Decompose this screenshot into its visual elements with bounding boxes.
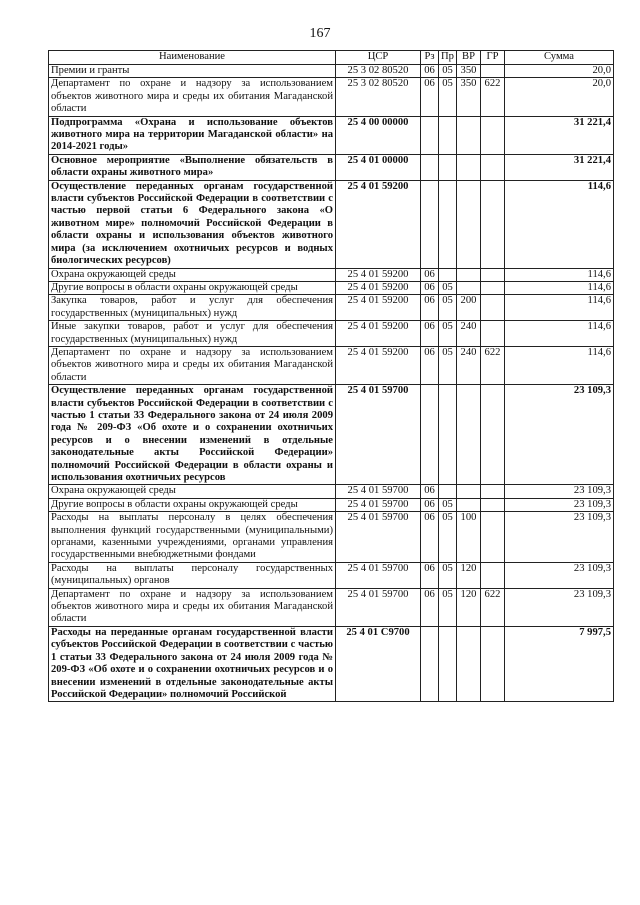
cell-rz: 06 (421, 281, 439, 294)
cell-vr (457, 116, 481, 154)
cell-name: Расходы на переданные органам государственной власти субъектов Российской Федерации в соответствии с частью 1 статьи 33 Федерального закона от 24 июля 2009 года № 209-ФЗ «Об охоте и о сохранении охотничьих ресурсов и о внесении изменений в отдельные законодательные акты Российской Федерации» полномочий Российской (49, 626, 336, 701)
header-rz: Рз (421, 51, 439, 65)
cell-rz (421, 116, 439, 154)
cell-gr (481, 321, 505, 347)
cell-sum: 31 221,4 (505, 154, 614, 180)
cell-gr (481, 385, 505, 485)
cell-name: Охрана окружающей среды (49, 268, 336, 281)
cell-vr (457, 498, 481, 511)
cell-rz (421, 385, 439, 485)
cell-sum: 20,0 (505, 65, 614, 78)
table-row (49, 281, 614, 294)
table-header-row (49, 51, 614, 65)
table-row (49, 512, 614, 563)
cell-pr (439, 116, 457, 154)
cell-pr: 05 (439, 78, 457, 116)
cell-rz: 06 (421, 321, 439, 347)
table-row (49, 295, 614, 321)
budget-table (48, 50, 614, 702)
cell-gr: 622 (481, 588, 505, 626)
cell-sum: 20,0 (505, 78, 614, 116)
table-row (49, 498, 614, 511)
cell-vr (457, 281, 481, 294)
cell-sum: 114,6 (505, 321, 614, 347)
cell-csr: 25 4 01 59200 (336, 180, 421, 268)
cell-csr: 25 4 01 59200 (336, 295, 421, 321)
cell-rz: 06 (421, 295, 439, 321)
cell-rz (421, 626, 439, 701)
cell-gr (481, 562, 505, 588)
cell-name: Расходы на выплаты персоналу государственных (муниципальных) органов (49, 562, 336, 588)
cell-vr: 350 (457, 78, 481, 116)
cell-vr: 350 (457, 65, 481, 78)
header-csr: ЦСР (336, 51, 421, 65)
cell-vr: 120 (457, 562, 481, 588)
cell-pr: 05 (439, 281, 457, 294)
cell-gr (481, 281, 505, 294)
cell-gr (481, 512, 505, 563)
cell-name: Другие вопросы в области охраны окружающей среды (49, 498, 336, 511)
cell-pr (439, 485, 457, 498)
cell-name: Расходы на выплаты персоналу в целях обеспечения выполнения функций государственными (муниципальными) органами, казенными учреждениями, органами управления государственными внебюджетными фондами (49, 512, 336, 563)
cell-name: Департамент по охране и надзору за использованием объектов животного мира и среды их обитания Магаданской области (49, 346, 336, 384)
cell-name: Охрана окружающей среды (49, 485, 336, 498)
cell-csr: 25 4 01 59200 (336, 346, 421, 384)
header-sum: Сумма (505, 51, 614, 65)
cell-rz: 06 (421, 78, 439, 116)
cell-vr (457, 385, 481, 485)
cell-gr (481, 65, 505, 78)
table-row (49, 116, 614, 154)
table-row (49, 346, 614, 384)
cell-csr: 25 4 01 59200 (336, 321, 421, 347)
cell-pr: 05 (439, 498, 457, 511)
cell-name: Подпрограмма «Охрана и использование объектов животного мира на территории Магаданской области» на 2014-2021 годы» (49, 116, 336, 154)
table-row (49, 385, 614, 485)
cell-sum: 114,6 (505, 281, 614, 294)
cell-pr: 05 (439, 321, 457, 347)
cell-csr: 25 4 01 00000 (336, 154, 421, 180)
table-row (49, 154, 614, 180)
cell-rz (421, 180, 439, 268)
cell-name: Основное мероприятие «Выполнение обязательств в области охраны животного мира» (49, 154, 336, 180)
cell-sum: 23 109,3 (505, 588, 614, 626)
cell-csr: 25 4 01 59200 (336, 268, 421, 281)
cell-pr: 05 (439, 295, 457, 321)
table-row (49, 485, 614, 498)
cell-sum: 23 109,3 (505, 562, 614, 588)
cell-gr (481, 154, 505, 180)
cell-vr (457, 485, 481, 498)
cell-gr (481, 116, 505, 154)
cell-pr (439, 268, 457, 281)
cell-gr (481, 295, 505, 321)
cell-pr: 05 (439, 512, 457, 563)
cell-csr: 25 4 01 59700 (336, 588, 421, 626)
cell-vr: 240 (457, 321, 481, 347)
cell-pr: 05 (439, 562, 457, 588)
cell-sum: 23 109,3 (505, 498, 614, 511)
cell-pr (439, 154, 457, 180)
cell-name: Премии и гранты (49, 65, 336, 78)
cell-csr: 25 4 01 59700 (336, 498, 421, 511)
cell-sum: 114,6 (505, 295, 614, 321)
cell-vr (457, 626, 481, 701)
cell-gr (481, 268, 505, 281)
table-row (49, 78, 614, 116)
cell-rz (421, 154, 439, 180)
cell-sum: 23 109,3 (505, 385, 614, 485)
cell-pr: 05 (439, 588, 457, 626)
cell-name: Иные закупки товаров, работ и услуг для обеспечения государственных (муниципальных) нужд (49, 321, 336, 347)
table-body (49, 65, 614, 702)
header-vr: ВР (457, 51, 481, 65)
cell-sum: 31 221,4 (505, 116, 614, 154)
table-row (49, 65, 614, 78)
cell-name: Осуществление переданных органам государственной власти субъектов Российской Федерации в соответствии с частью 1 статьи 33 Федерального закона от 24 июля 2009 года № 209-ФЗ «Об охоте и о сохранении охотничьих ресурсов и о внесении изменений в отдельные законодательные акты Российской Федерации» полномочий Российской Федерации в области охраны и использования охотничьих ресурсов (49, 385, 336, 485)
cell-csr: 25 4 01 59700 (336, 385, 421, 485)
cell-pr (439, 385, 457, 485)
cell-name: Департамент по охране и надзору за использованием объектов животного мира и среды их обитания Магаданской области (49, 78, 336, 116)
page-number: 167 (309, 26, 331, 41)
cell-gr (481, 498, 505, 511)
cell-gr (481, 180, 505, 268)
cell-vr (457, 268, 481, 281)
cell-csr: 25 4 01 59700 (336, 562, 421, 588)
cell-sum: 114,6 (505, 346, 614, 384)
cell-pr: 05 (439, 65, 457, 78)
cell-name: Осуществление переданных органам государственной власти субъектов Российской Федерации в соответствии с частью первой статьи 6 Федерального закона «О животном мире» полномочий Российской Федерации в области охраны и использования объектов животного мира (за исключением охотничьих ресурсов и водных биологических ресурсов) (49, 180, 336, 268)
table-row (49, 180, 614, 268)
header-pr: Пр (439, 51, 457, 65)
cell-rz: 06 (421, 346, 439, 384)
cell-vr: 200 (457, 295, 481, 321)
cell-gr: 622 (481, 346, 505, 384)
cell-csr: 25 4 01 59700 (336, 485, 421, 498)
cell-rz: 06 (421, 268, 439, 281)
cell-rz: 06 (421, 588, 439, 626)
cell-vr: 120 (457, 588, 481, 626)
cell-vr: 100 (457, 512, 481, 563)
table-row (49, 588, 614, 626)
table-row (49, 268, 614, 281)
cell-gr: 622 (481, 78, 505, 116)
cell-csr: 25 4 01 59200 (336, 281, 421, 294)
cell-vr (457, 180, 481, 268)
cell-rz: 06 (421, 485, 439, 498)
cell-rz: 06 (421, 65, 439, 78)
cell-sum: 23 109,3 (505, 512, 614, 563)
cell-csr: 25 3 02 80520 (336, 78, 421, 116)
cell-vr: 240 (457, 346, 481, 384)
header-name: Наименование (49, 51, 336, 65)
cell-csr: 25 3 02 80520 (336, 65, 421, 78)
table-row (49, 626, 614, 701)
cell-rz: 06 (421, 512, 439, 563)
cell-sum: 7 997,5 (505, 626, 614, 701)
cell-rz: 06 (421, 498, 439, 511)
cell-gr (481, 485, 505, 498)
cell-vr (457, 154, 481, 180)
table-row (49, 562, 614, 588)
cell-csr: 25 4 01 С9700 (336, 626, 421, 701)
cell-rz: 06 (421, 562, 439, 588)
cell-sum: 114,6 (505, 268, 614, 281)
table-row (49, 321, 614, 347)
cell-csr: 25 4 00 00000 (336, 116, 421, 154)
cell-sum: 114,6 (505, 180, 614, 268)
cell-pr (439, 626, 457, 701)
cell-sum: 23 109,3 (505, 485, 614, 498)
cell-name: Другие вопросы в области охраны окружающей среды (49, 281, 336, 294)
cell-pr: 05 (439, 346, 457, 384)
cell-csr: 25 4 01 59700 (336, 512, 421, 563)
cell-name: Закупка товаров, работ и услуг для обеспечения государственных (муниципальных) нужд (49, 295, 336, 321)
cell-name: Департамент по охране и надзору за использованием объектов животного мира и среды их обитания Магаданской области (49, 588, 336, 626)
cell-gr (481, 626, 505, 701)
cell-pr (439, 180, 457, 268)
header-gr: ГР (481, 51, 505, 65)
